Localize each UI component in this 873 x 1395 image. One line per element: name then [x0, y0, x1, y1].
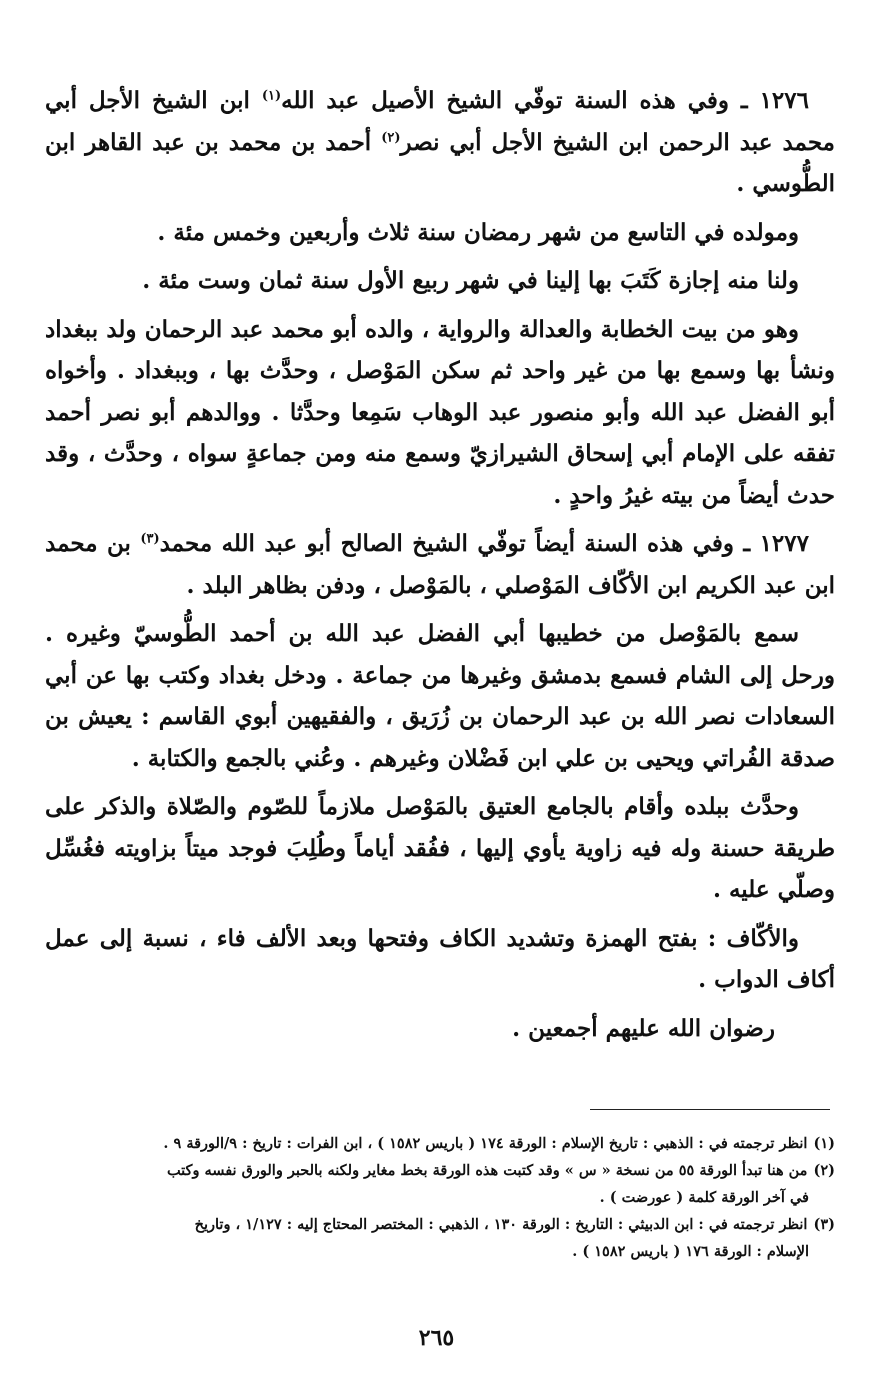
footnote-ref-1[interactable]: (١)	[261, 88, 282, 104]
footnote-number: (٣)	[813, 1216, 835, 1233]
footnote-number: (٢)	[813, 1162, 835, 1179]
footnotes	[45, 1130, 835, 1265]
paragraph-ijaza: ولنا منه إجازة كَتَبَ بها إلينا في شهر ربيع الأول سنة ثمان وست مئة .	[142, 267, 799, 294]
paragraph-birth: ومولده في التاسع من شهر رمضان سنة ثلاث وأربعين وخمس مئة .	[157, 218, 799, 246]
page-number: ٢٦٥	[418, 1325, 455, 1351]
footnote-3	[45, 1211, 835, 1238]
paragraph-death: وحدَّث ببلده وأقام بالجامع العتيق بالمَوْصل ملازماً للصّوم والصّلاة والذكر على طريقة حسنة وله فيه زاوية يأوي إليها ، ففُقد أياماً وطُلِبَ فوجد ميتاً بزاويته فغُسِّل وصلّي عليه .	[45, 793, 835, 903]
footnote-3-continuation: الإسلام : الورقة ١٧٦ ( باريس ١٥٨٢ ) .	[572, 1243, 809, 1260]
text-run: بن محمد ابن عبد الكريم ابن الأكّاف المَوْصلي ، بالمَوْصل ، ودفن بظاهر البلد .	[45, 530, 835, 599]
paragraph-closing: رضوان الله عليهم أجمعين .	[512, 1014, 775, 1042]
paragraph-family: وهو من بيت الخطابة والعدالة والرواية ، والده أبو محمد عبد الرحمان ولد ببغداد ونشأ بها وسمع بها من غير واحد ثم سكن المَوْصل ، وحدَّث بها ، وببغداد . وأخواه أبو الفضل عبد الله وأبو منصور عبد الوهاب سَمِعا وحدَّثا . ووالدهم أبو نصر أحمد تفقه على الإمام أبي إسحاق الشيرازيّ وسمع منه ومن جماعةٍ سواه ، وحدَّث ، وقد حدث أيضاً من بيته غيرُ واحدٍ .	[45, 315, 835, 509]
footnote-text: من هنا تبدأ الورقة ٥٥ من نسخة « س » وقد كتبت هذه الورقة بخط مغاير ولكنه بالحبر والورق نفسه وكتب	[166, 1162, 808, 1179]
text-run: ١٢٧٧ ـ وفي هذه السنة أيضاً توفّي الشيخ الصالح أبو عبد الله محمد	[159, 530, 809, 557]
footnote-divider	[590, 1109, 830, 1110]
footnote-number: (١)	[813, 1135, 835, 1152]
footnote-text: انظر ترجمته في : الذهبي : تاريخ الإسلام : الورقة ١٧٤ ( باريس ١٥٨٢ ) ، ابن الفرات : تاريخ : ٩/الورقة ٩ .	[163, 1135, 808, 1152]
text-run: أحمد بن محمد بن عبد القاهر ابن الطُّوسي .	[45, 128, 835, 197]
paragraph-nisba: والأكّاف : بفتح الهمزة وتشديد الكاف وفتحها وبعد الألف فاء ، نسبة إلى عمل أكاف الدواب .	[45, 924, 835, 993]
footnote-ref-3[interactable]: (٣)	[140, 531, 160, 547]
main-text	[45, 80, 835, 1056]
footnote-2-continuation: في آخر الورقة كلمة ( عورضت ) .	[599, 1189, 809, 1206]
footnote-ref-2[interactable]: (٢)	[381, 129, 401, 145]
footnote-text: انظر ترجمته في : ابن الدبيثي : التاريخ : الورقة ١٣٠ ، الذهبي : المختصر المحتاج إليه : ١/١٢٧ ، وتاريخ	[194, 1216, 808, 1233]
text-run: ١٢٧٦ ـ وفي هذه السنة توفّي الشيخ الأصيل عبد الله	[281, 87, 809, 114]
paragraph-entry-1276	[45, 80, 835, 205]
footnote-2	[45, 1157, 835, 1184]
paragraph-entry-1277	[45, 523, 835, 606]
paragraph-studies: سمع بالمَوْصل من خطيبها أبي الفضل عبد الله بن أحمد الطُّوسيّ وغيره . ورحل إلى الشام فسمع بدمشق وغيرها من جماعة . ودخل بغداد وكتب بها عن أبي السعادات نصر الله بن عبد الرحمان بن زُرَيق ، والفقيهين أبوي القاسم : يعيش بن صدقة الفُراتي ويحيى بن علي ابن فَضْلان وغيرهم . وعُني بالجمع والكتابة .	[45, 620, 835, 772]
footnote-1	[45, 1130, 835, 1157]
text-run: ابن الشيخ الأجل أبي محمد عبد الرحمن ابن الشيخ الأجل أبي نصر	[45, 87, 835, 156]
